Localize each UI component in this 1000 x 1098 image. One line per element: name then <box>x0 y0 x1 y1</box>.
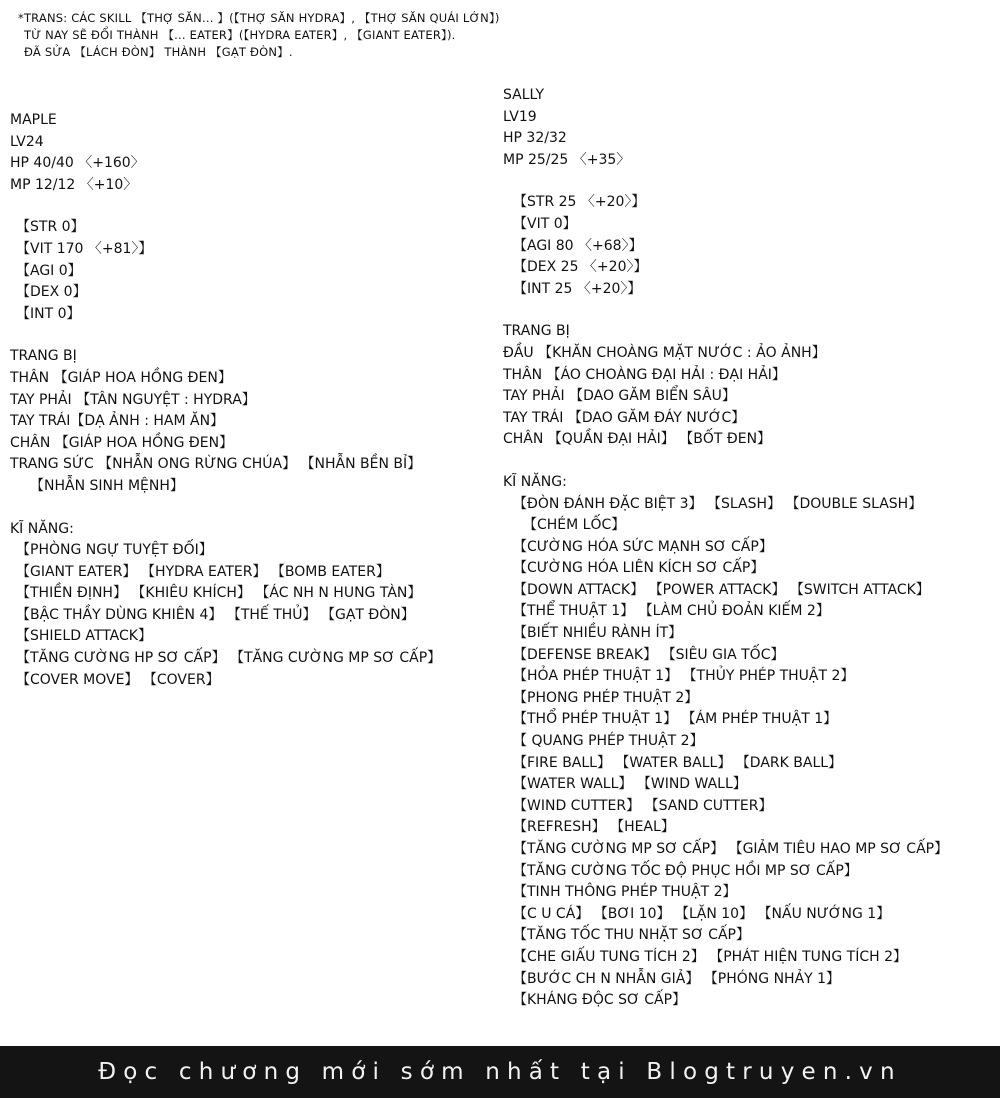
maple-stat: 【STR 0】 <box>16 219 85 236</box>
maple-equip-title: TRANG BỊ <box>10 348 77 365</box>
sally-skill-line: 【TĂNG CƯỜNG MP SƠ CẤP】 【GIẢM TIÊU HAO MP SƠ CẤP】 <box>513 841 949 857</box>
sally-skill-line: 【KHÁNG ĐỘC SƠ CẤP】 <box>513 992 687 1009</box>
sally-skill-line: 【CHE GIẤU TUNG TÍCH 2】 【PHÁT HIỆN TUNG TÍCH 2】 <box>513 948 908 965</box>
sally-level: LV19 <box>503 108 537 125</box>
maple-skill-line: 【COVER MOVE】 【COVER】 <box>16 671 220 688</box>
maple-skill-line: 【GIANT EATER】 【HYDRA EATER】 【BOMB EATER】 <box>16 563 390 580</box>
maple-equip-item: CHÂN 【GIÁP HOA HỒNG ĐEN】 <box>10 434 234 451</box>
maple-stat: 【VIT 170 〈+81〉】 <box>16 240 153 257</box>
note-line: *TRANS: CÁC SKILL 【THỢ SĂN... 】(【THỢ SĂN HYDRA】, 【THỢ SĂN QUÁI LỚN】) <box>18 11 500 25</box>
sally-skill-line: 【TĂNG TỐC THU NHẶT SƠ CẤP】 <box>513 927 750 944</box>
note-line: ĐÃ SỬA 【LÁCH ĐÒN】 THÀNH 【GẠT ĐÒN】. <box>24 45 293 59</box>
sally-equip-item: TAY PHẢI 【DAO GĂM BIỂN SÂU】 <box>503 388 736 405</box>
sally-skill-line: 【DEFENSE BREAK】 【SIÊU GIA TỐC】 <box>513 646 785 663</box>
maple-skill-line: 【TĂNG CƯỜNG HP SƠ CẤP】 【TĂNG CƯỜNG MP SƠ CẤP】 <box>16 650 442 667</box>
sally-skill-line: 【REFRESH】 【HEAL】 <box>513 819 675 836</box>
maple-stat: 【DEX 0】 <box>16 284 87 301</box>
sally-skill-line: 【C U CÁ】 【BƠI 10】 【LẶN 10】 【NẤU NƯỚNG 1】 <box>513 905 891 922</box>
sally-equip-item: TAY TRÁI 【DAO GĂM ĐÁY NƯỚC】 <box>503 409 746 426</box>
sally-skill-line: 【ĐÒN ĐÁNH ĐẶC BIỆT 3】 【SLASH】 【DOUBLE SLASH】 <box>513 495 923 512</box>
sally-skill-line: 【FIRE BALL】 【WATER BALL】 【DARK BALL】 <box>513 754 843 771</box>
sally-name: SALLY <box>503 87 545 103</box>
sally-equip-item: THÂN 【ÁO CHOÀNG ĐẠI HẢI : ĐẠI HẢI】 <box>503 366 786 383</box>
maple-equip-item: 【NHẪN SINH MỆNH】 <box>30 477 184 494</box>
sally-skill-line: 【THỂ THUẬT 1】 【LÀM CHỦ ĐOẢN KIẾM 2】 <box>513 603 830 620</box>
sally-hp: HP 32/32 <box>503 130 567 147</box>
sally-skill-line: 【WIND CUTTER】 【SAND CUTTER】 <box>513 797 773 814</box>
sally-equip-item: ĐẦU 【KHĂN CHOÀNG MẶT NƯỚC : ẢO ẢNH】 <box>503 344 826 361</box>
note-line: TỪ NAY SẼ ĐỔI THÀNH 【... EATER】(【HYDRA EATER】, 【GIANT EATER】). <box>24 28 456 42</box>
maple-skill-line: 【BẬC THẦY DÙNG KHIÊN 4】 【THẾ THỦ】 【GẠT ĐÒN】 <box>16 606 415 623</box>
maple-skill-line: 【THIỀN ĐỊNH】 【KHIÊU KHÍCH】 【ÁC NH N HUNG TÀN】 <box>16 585 422 602</box>
sally-skill-line: 【 QUANG PHÉP THUẬT 2】 <box>513 733 704 750</box>
maple-equip-item: TAY PHẢI 【TÂN NGUYỆT : HYDRA】 <box>10 391 256 408</box>
sally-skill-line: 【CƯỜNG HÓA LIÊN KÍCH SƠ CẤP】 <box>513 560 765 577</box>
maple-skill-line: 【PHÒNG NGỰ TUYỆT ĐỐI】 <box>16 542 213 559</box>
maple-skills-title: KĨ NĂNG: <box>10 520 74 537</box>
maple-equip-item: THÂN 【GIÁP HOA HỒNG ĐEN】 <box>10 369 232 386</box>
maple-level: LV24 <box>10 133 44 150</box>
sally-skill-line: 【BIẾT NHIỀU RÀNH ÍT】 <box>513 625 683 642</box>
sally-skill-line: 【BƯỚC CH N NHẪN GIẢ】 【PHÓNG NHẢY 1】 <box>513 970 841 987</box>
sally-skill-line: 【TINH THÔNG PHÉP THUẬT 2】 <box>513 884 737 901</box>
sally-equip-title: TRANG BỊ <box>503 323 570 340</box>
sally-stat: 【AGI 80 〈+68〉】 <box>513 237 643 254</box>
sally-skill-line: 【THỔ PHÉP THUẬT 1】 【ÁM PHÉP THUẬT 1】 <box>513 711 838 728</box>
footer-text: Đọc chương mới sớm nhất tại Blogtruyen.vn <box>98 1059 902 1085</box>
sally-skill-line: 【DOWN ATTACK】 【POWER ATTACK】 【SWITCH ATTACK】 <box>513 581 930 598</box>
maple-equip-item: TRANG SỨC 【NHẪN ONG RỪNG CHÚA】 【NHẪN BỀN BỈ】 <box>10 456 422 473</box>
sally-skill-line: 【CHÉM LỐC】 <box>523 517 626 534</box>
sally-skill-line: 【WATER WALL】 【WIND WALL】 <box>513 776 747 793</box>
sally-skill-line: 【TĂNG CƯỜNG TỐC ĐỘ PHỤC HỒI MP SƠ CẤP】 <box>513 862 858 879</box>
sally-skill-line: 【HỎA PHÉP THUẬT 1】 【THỦY PHÉP THUẬT 2】 <box>513 668 855 685</box>
sally-skills-list <box>503 537 948 1012</box>
sally-skill-line: 【CƯỜNG HÓA SỨC MẠNH SƠ CẤP】 <box>513 538 773 555</box>
maple-name: MAPLE <box>10 112 57 128</box>
sally-stat: 【DEX 25 〈+20〉】 <box>513 259 648 276</box>
sally-stat: 【STR 25 〈+20〉】 <box>513 194 646 211</box>
maple-hp: HP 40/40 〈+160〉 <box>10 155 145 172</box>
sally-mp: MP 25/25 〈+35〉 <box>503 151 631 168</box>
footer-banner <box>0 1046 1000 1098</box>
sally-skill-line: 【PHONG PHÉP THUẬT 2】 <box>513 689 699 706</box>
maple-skill-line: 【SHIELD ATTACK】 <box>16 628 152 645</box>
maple-status <box>10 110 441 691</box>
translator-note <box>18 10 500 61</box>
maple-mp: MP 12/12 〈+10〉 <box>10 176 138 193</box>
sally-stat: 【VIT 0】 <box>513 215 577 232</box>
sally-skills-title: KĨ NĂNG: <box>503 473 567 490</box>
maple-stat: 【INT 0】 <box>16 305 81 322</box>
sally-equip-item: CHÂN 【QUẦN ĐẠI HẢI】 【BỐT ĐEN】 <box>503 431 772 448</box>
sally-status <box>503 85 948 1012</box>
maple-stat: 【AGI 0】 <box>16 262 82 279</box>
sally-stat: 【INT 25 〈+20〉】 <box>513 280 642 297</box>
maple-equip-item: TAY TRÁI【DẠ ẢNH : HAM ĂN】 <box>10 413 225 430</box>
